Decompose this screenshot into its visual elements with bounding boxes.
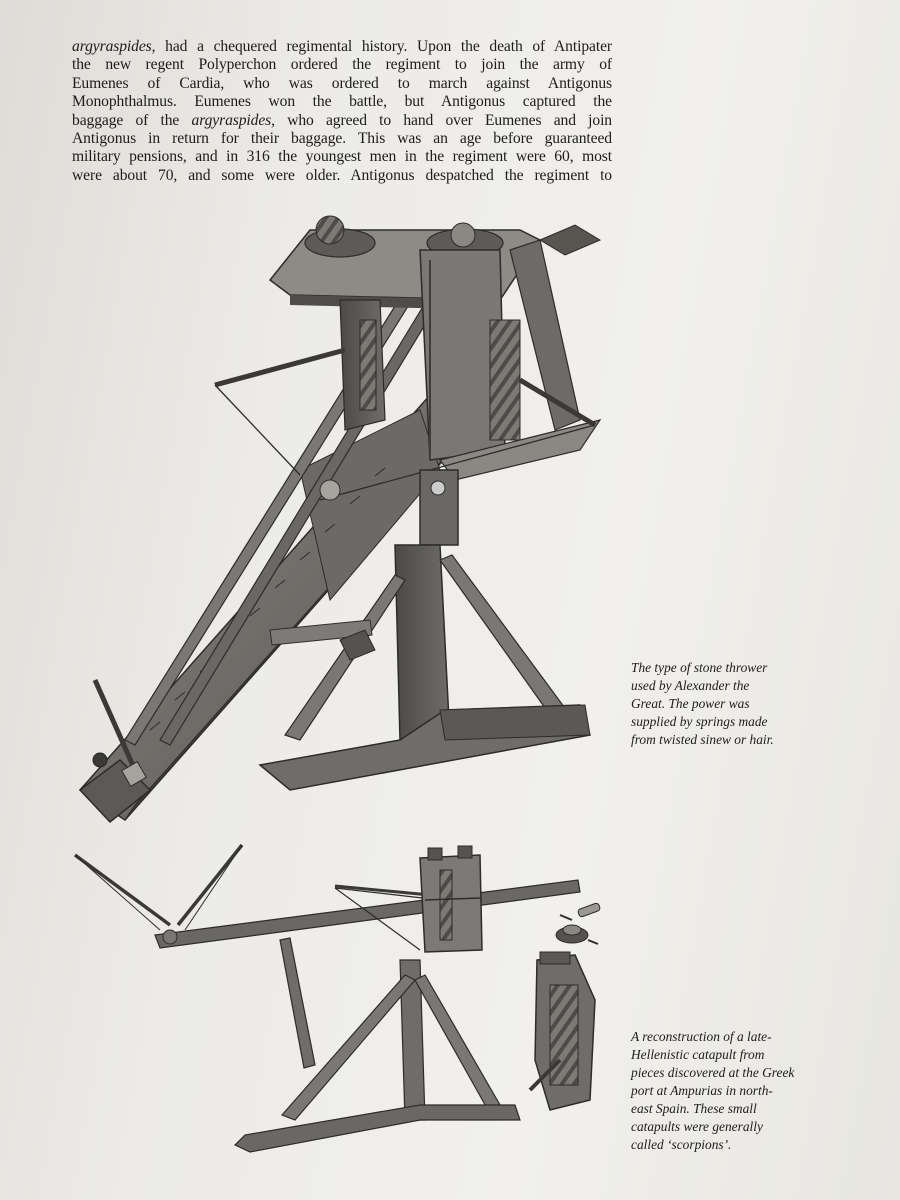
caption-line: port at Ampurias in north- — [631, 1083, 773, 1098]
italic-term: argyraspides — [72, 38, 152, 55]
text-run: military pensions, and in 316 the youngest men in the regiment were 60, most — [72, 148, 612, 166]
caption-line: east Spain. These small — [631, 1101, 757, 1116]
caption-scorpion — [631, 1028, 795, 1154]
caption-line: supplied by springs made — [631, 714, 768, 729]
scorpion-arm-right — [178, 845, 242, 925]
caption-line: called ‘scorpions’. — [631, 1137, 732, 1152]
caption-line: used by Alexander the — [631, 678, 750, 693]
exploded-parts — [556, 902, 601, 944]
text-run: , had a chequered regimental history. Upon the death of Antipater — [151, 38, 612, 55]
scorpion-arm-left — [75, 855, 170, 925]
caption-line: A reconstruction of a late- — [631, 1029, 772, 1044]
caption-stone-thrower — [631, 659, 831, 749]
caption-line: Hellenistic catapult from — [631, 1047, 765, 1062]
caption-line: Great. The power was — [631, 696, 750, 711]
caption-line: The type of stone thrower — [631, 660, 768, 675]
caption-line: from twisted sinew or hair. — [631, 732, 774, 747]
text-run: Eumenes of Cardia, who was ordered to march against Antigonus — [72, 74, 612, 92]
text-run: baggage of the — [72, 111, 192, 129]
text-run: were about 70, and some were older. Antigonus despatched the regiment to — [72, 166, 612, 184]
italic-term: argyraspides — [191, 111, 272, 129]
text-run: , who agreed to hand over Eumenes and join — [271, 111, 613, 129]
text-run: Monophthalmus. Eumenes won the battle, but Antigonus captured the — [72, 93, 612, 111]
scorpion-base — [235, 1105, 520, 1152]
caption-line: catapults were generally — [631, 1119, 763, 1134]
text-run: Antigonus in return for their baggage. This was an age before guaranteed — [72, 130, 612, 148]
caption-line: pieces discovered at the Greek — [631, 1065, 795, 1080]
text-run: the new regent Polyperchon ordered the regiment to join the army of — [72, 56, 612, 74]
